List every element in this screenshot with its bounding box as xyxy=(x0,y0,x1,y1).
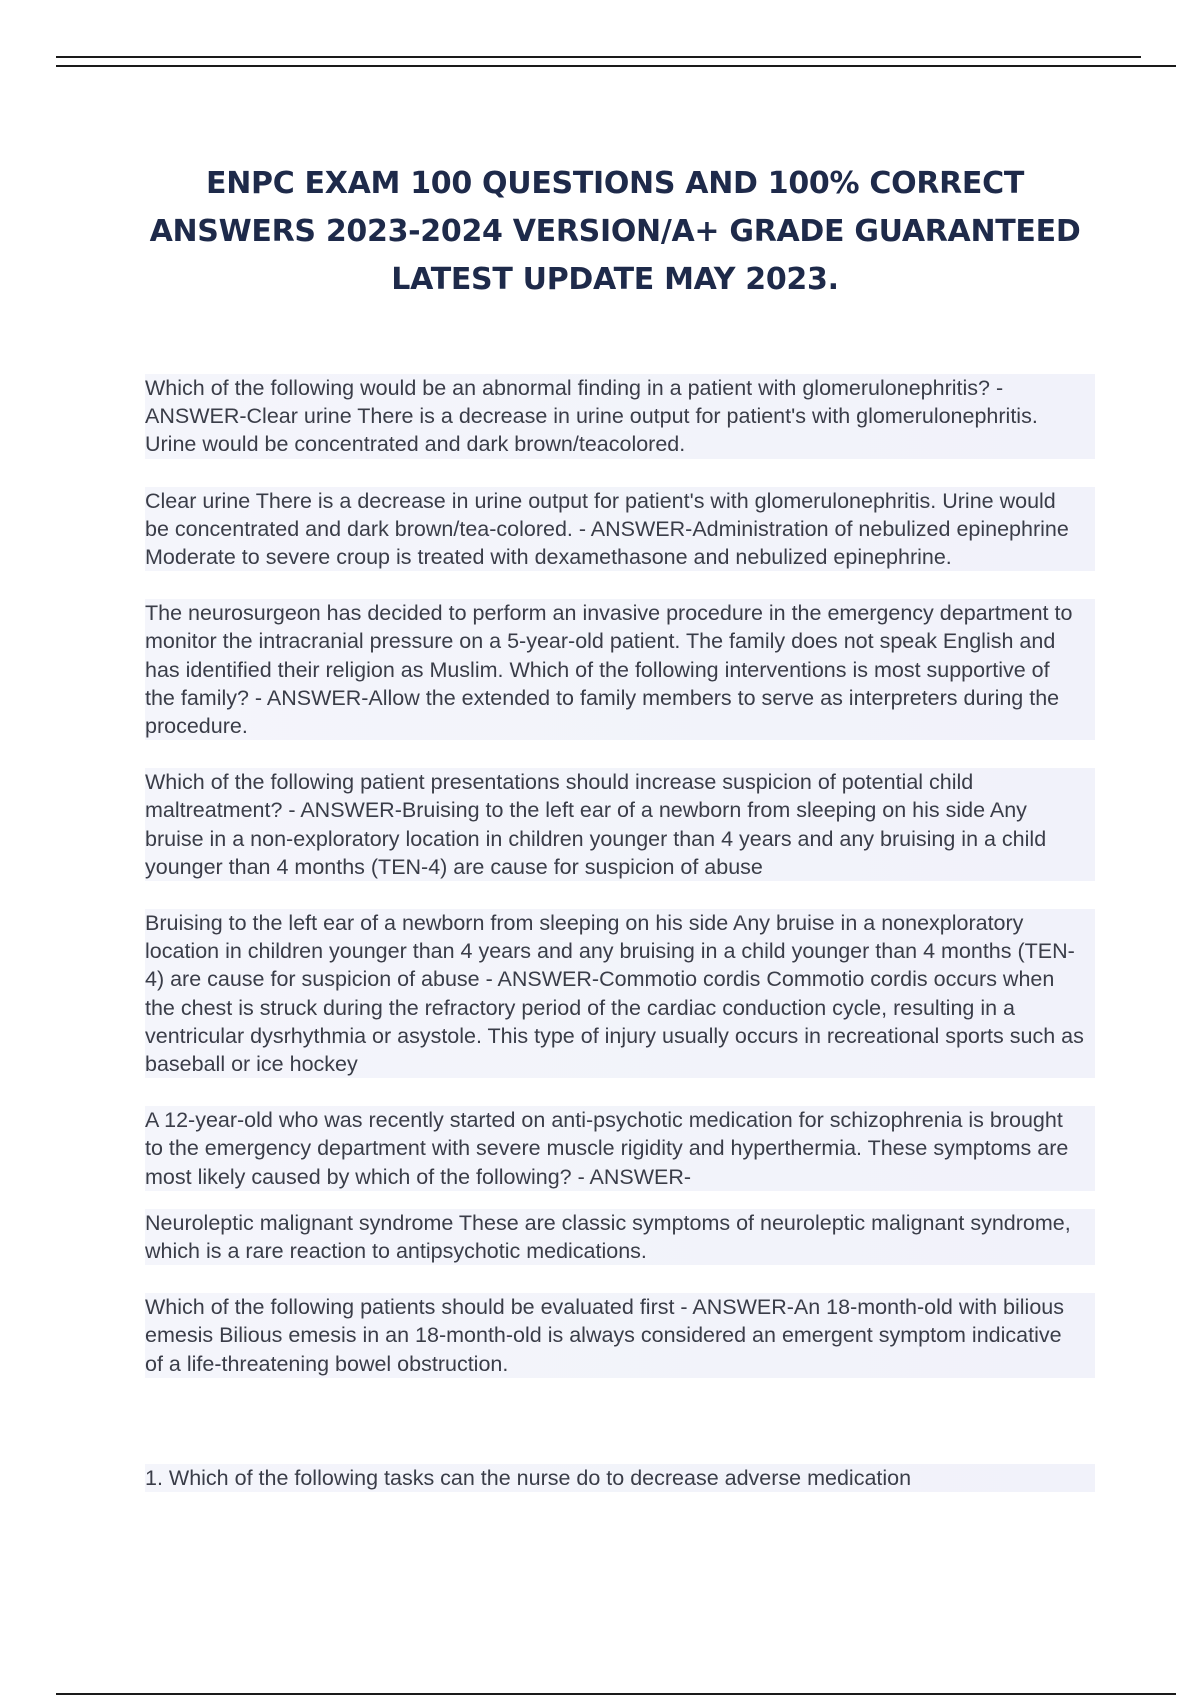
header-rule-upper xyxy=(56,56,1141,58)
paragraph-bilious-emesis: Which of the following patients should be evaluated first - ANSWER-An 18-month-old with bilious emesis Bilious emesis in an 18-month-old is always considered an emergent symptom indicative of a life-threatening bowel obstruction. xyxy=(145,1293,1095,1378)
footer-rule xyxy=(56,1693,1176,1695)
document-title: ENPC EXAM 100 QUESTIONS AND 100% CORRECT ANSWERS 2023-2024 VERSION/A+ GRADE GUARANTEED LATEST UPDATE MAY 2023. xyxy=(149,166,1081,297)
paragraph-schizophrenia-question: A 12-year-old who was recently started on anti-psychotic medication for schizophrenia is brought to the emergency department with severe muscle rigidity and hyperthermia. These symptoms are most likely caused by which of the following? - ANSWER- xyxy=(145,1106,1095,1191)
paragraph-intracranial-pressure: The neurosurgeon has decided to perform an invasive procedure in the emergency department to monitor the intracranial pressure on a 5-year-old patient. The family does not speak English and has identified their religion as Muslim. Which of the following interventions is most supportive of the family? - ANSWER-Allow the extended to family members to serve as interpreters during the procedure. xyxy=(145,599,1095,740)
paragraph-child-maltreatment: Which of the following patient presentations should increase suspicion of potential child maltreatment? - ANSWER-Bruising to the left ear of a newborn from sleeping on his side Any bruise in a non-exploratory location in children younger than 4 years and any bruising in a child younger than 4 months (TEN-4) are cause for suspicion of abuse xyxy=(145,768,1095,881)
paragraph-glomerulonephritis: Which of the following would be an abnormal finding in a patient with glomerulonephritis? - ANSWER-Clear urine There is a decrease in urine output for patient's with glomerulonephritis. Urine would be concentrated and dark brown/teacolored. xyxy=(145,374,1095,459)
paragraph-croup: Clear urine There is a decrease in urine output for patient's with glomerulonephritis. Urine would be concentrated and dark brown/tea-colored. - ANSWER-Administration of nebulized epinephrine Moderate to severe croup is treated with dexamethasone and nebulized epinephrine. xyxy=(145,487,1095,572)
paragraph-neuroleptic-answer: Neuroleptic malignant syndrome These are classic symptoms of neuroleptic malignant syndrome, which is a rare reaction to antipsychotic medications. xyxy=(145,1209,1095,1265)
paragraph-numbered-question-1: 1. Which of the following tasks can the nurse do to decrease adverse medication xyxy=(145,1464,1095,1492)
document-body xyxy=(145,374,1095,1520)
header-rule-lower xyxy=(56,65,1176,67)
paragraph-commotio-cordis: Bruising to the left ear of a newborn from sleeping on his side Any bruise in a nonexploratory location in children younger than 4 years and any bruising in a child younger than 4 months (TEN-4) are cause for suspicion of abuse - ANSWER-Commotio cordis Commotio cordis occurs when the chest is struck during the refractory period of the cardiac conduction cycle, resulting in a ventricular dysrhythmia or asystole. This type of injury usually occurs in recreational sports such as baseball or ice hockey xyxy=(145,909,1095,1078)
